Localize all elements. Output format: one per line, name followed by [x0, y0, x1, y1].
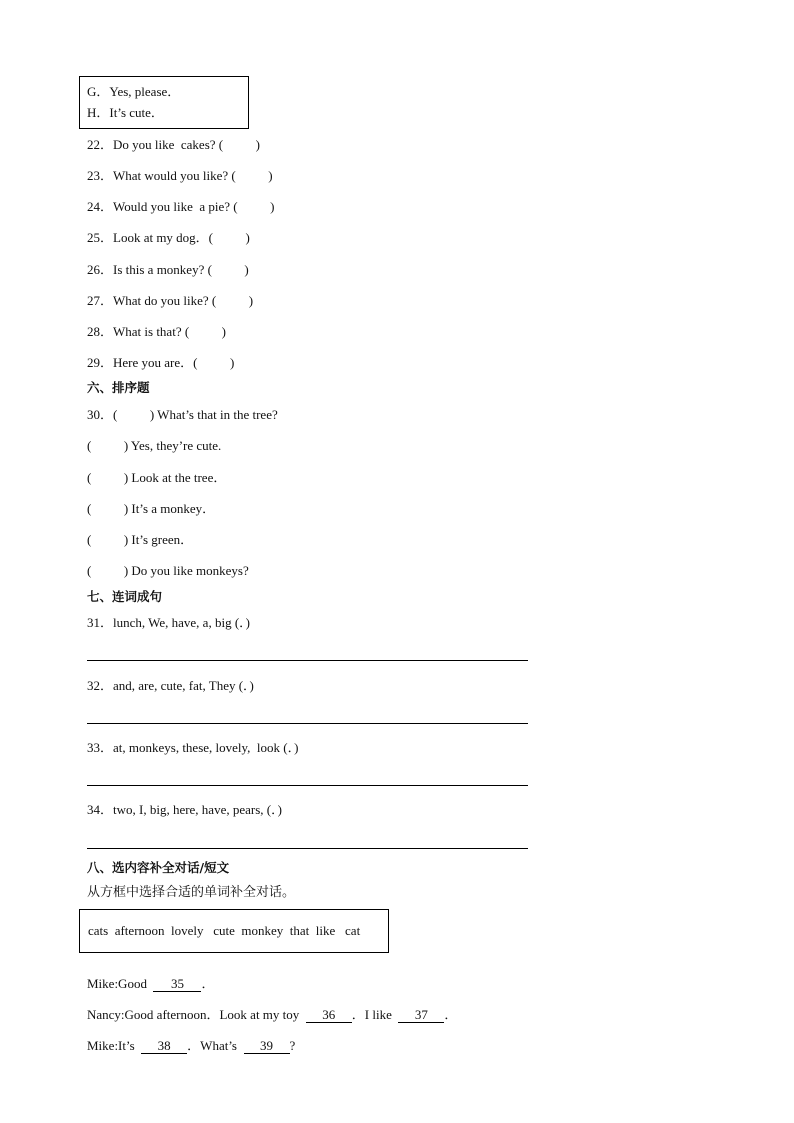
question-24: 24．Would you like a pie? ( ) [87, 199, 275, 214]
order-item: ( ) It’s a monkey． [87, 501, 216, 516]
dialogue-text: Nancy:Good afternoon．Look at my toy [87, 1007, 306, 1022]
order-item: ( ) Do you like monkeys? [87, 563, 249, 578]
dialogue-text: ． [444, 1007, 458, 1022]
dialogue-text: Mike:Good [87, 976, 154, 991]
answer-line-33 [87, 785, 528, 786]
dialogue-text: ． [201, 976, 215, 991]
section-6-title: 六、排序题 [87, 380, 150, 395]
order-item: ( ) Yes, they’re cute. [87, 438, 222, 453]
sentence-item-34: 34．two, I, big, here, have, pears, (．) [87, 802, 282, 817]
blank-37[interactable]: 37 [398, 1008, 444, 1023]
question-29: 29．Here you are．( ) [87, 355, 235, 370]
question-23: 23．What would you like? ( ) [87, 168, 273, 183]
option-h: H．It’s cute． [87, 105, 164, 120]
section-8-title: 八、选内容补全对话/短文 [87, 860, 230, 875]
question-25: 25．Look at my dog．( ) [87, 230, 250, 245]
order-item: ( ) It’s green． [87, 532, 194, 547]
order-item: ( ) Look at the tree． [87, 470, 227, 485]
section-7-title: 七、连词成句 [87, 589, 163, 604]
sentence-item-31: 31．lunch, We, have, a, big (．) [87, 615, 250, 630]
blank-39[interactable]: 39 [244, 1039, 290, 1054]
question-26: 26．Is this a monkey? ( ) [87, 262, 249, 277]
word-bank-text: cats afternoon lovely cute monkey that like cat [88, 923, 361, 938]
dialogue-line-2 [87, 991, 457, 1023]
dialogue-line-3 [87, 1022, 295, 1054]
sentence-item-32: 32．and, are, cute, fat, They (．) [87, 678, 254, 693]
answer-line-32 [87, 723, 528, 724]
question-28: 28．What is that? ( ) [87, 324, 226, 339]
option-g: G．Yes, please． [87, 84, 181, 99]
answer-line-34 [87, 848, 528, 849]
question-22: 22．Do you like cakes? ( ) [87, 137, 260, 152]
section-8-instruction: 从方框中选择合适的单词补全对话。 [87, 885, 296, 900]
answer-line-31 [87, 660, 528, 661]
dialogue-text: Mike:It’s [87, 1038, 142, 1053]
question-27: 27．What do you like? ( ) [87, 293, 254, 308]
sentence-item-33: 33．at, monkeys, these, lovely, look (．) [87, 740, 299, 755]
blank-38[interactable]: 38 [141, 1039, 187, 1054]
order-item-30: 30．( ) What’s that in the tree? [87, 407, 278, 422]
dialogue-text: ．I like [351, 1007, 399, 1022]
dialogue-text: ．What’s [187, 1038, 244, 1053]
blank-36[interactable]: 36 [306, 1008, 352, 1023]
dialogue-text: ? [289, 1038, 296, 1053]
blank-35[interactable]: 35 [153, 977, 201, 992]
dialogue-line-1 [87, 960, 214, 992]
